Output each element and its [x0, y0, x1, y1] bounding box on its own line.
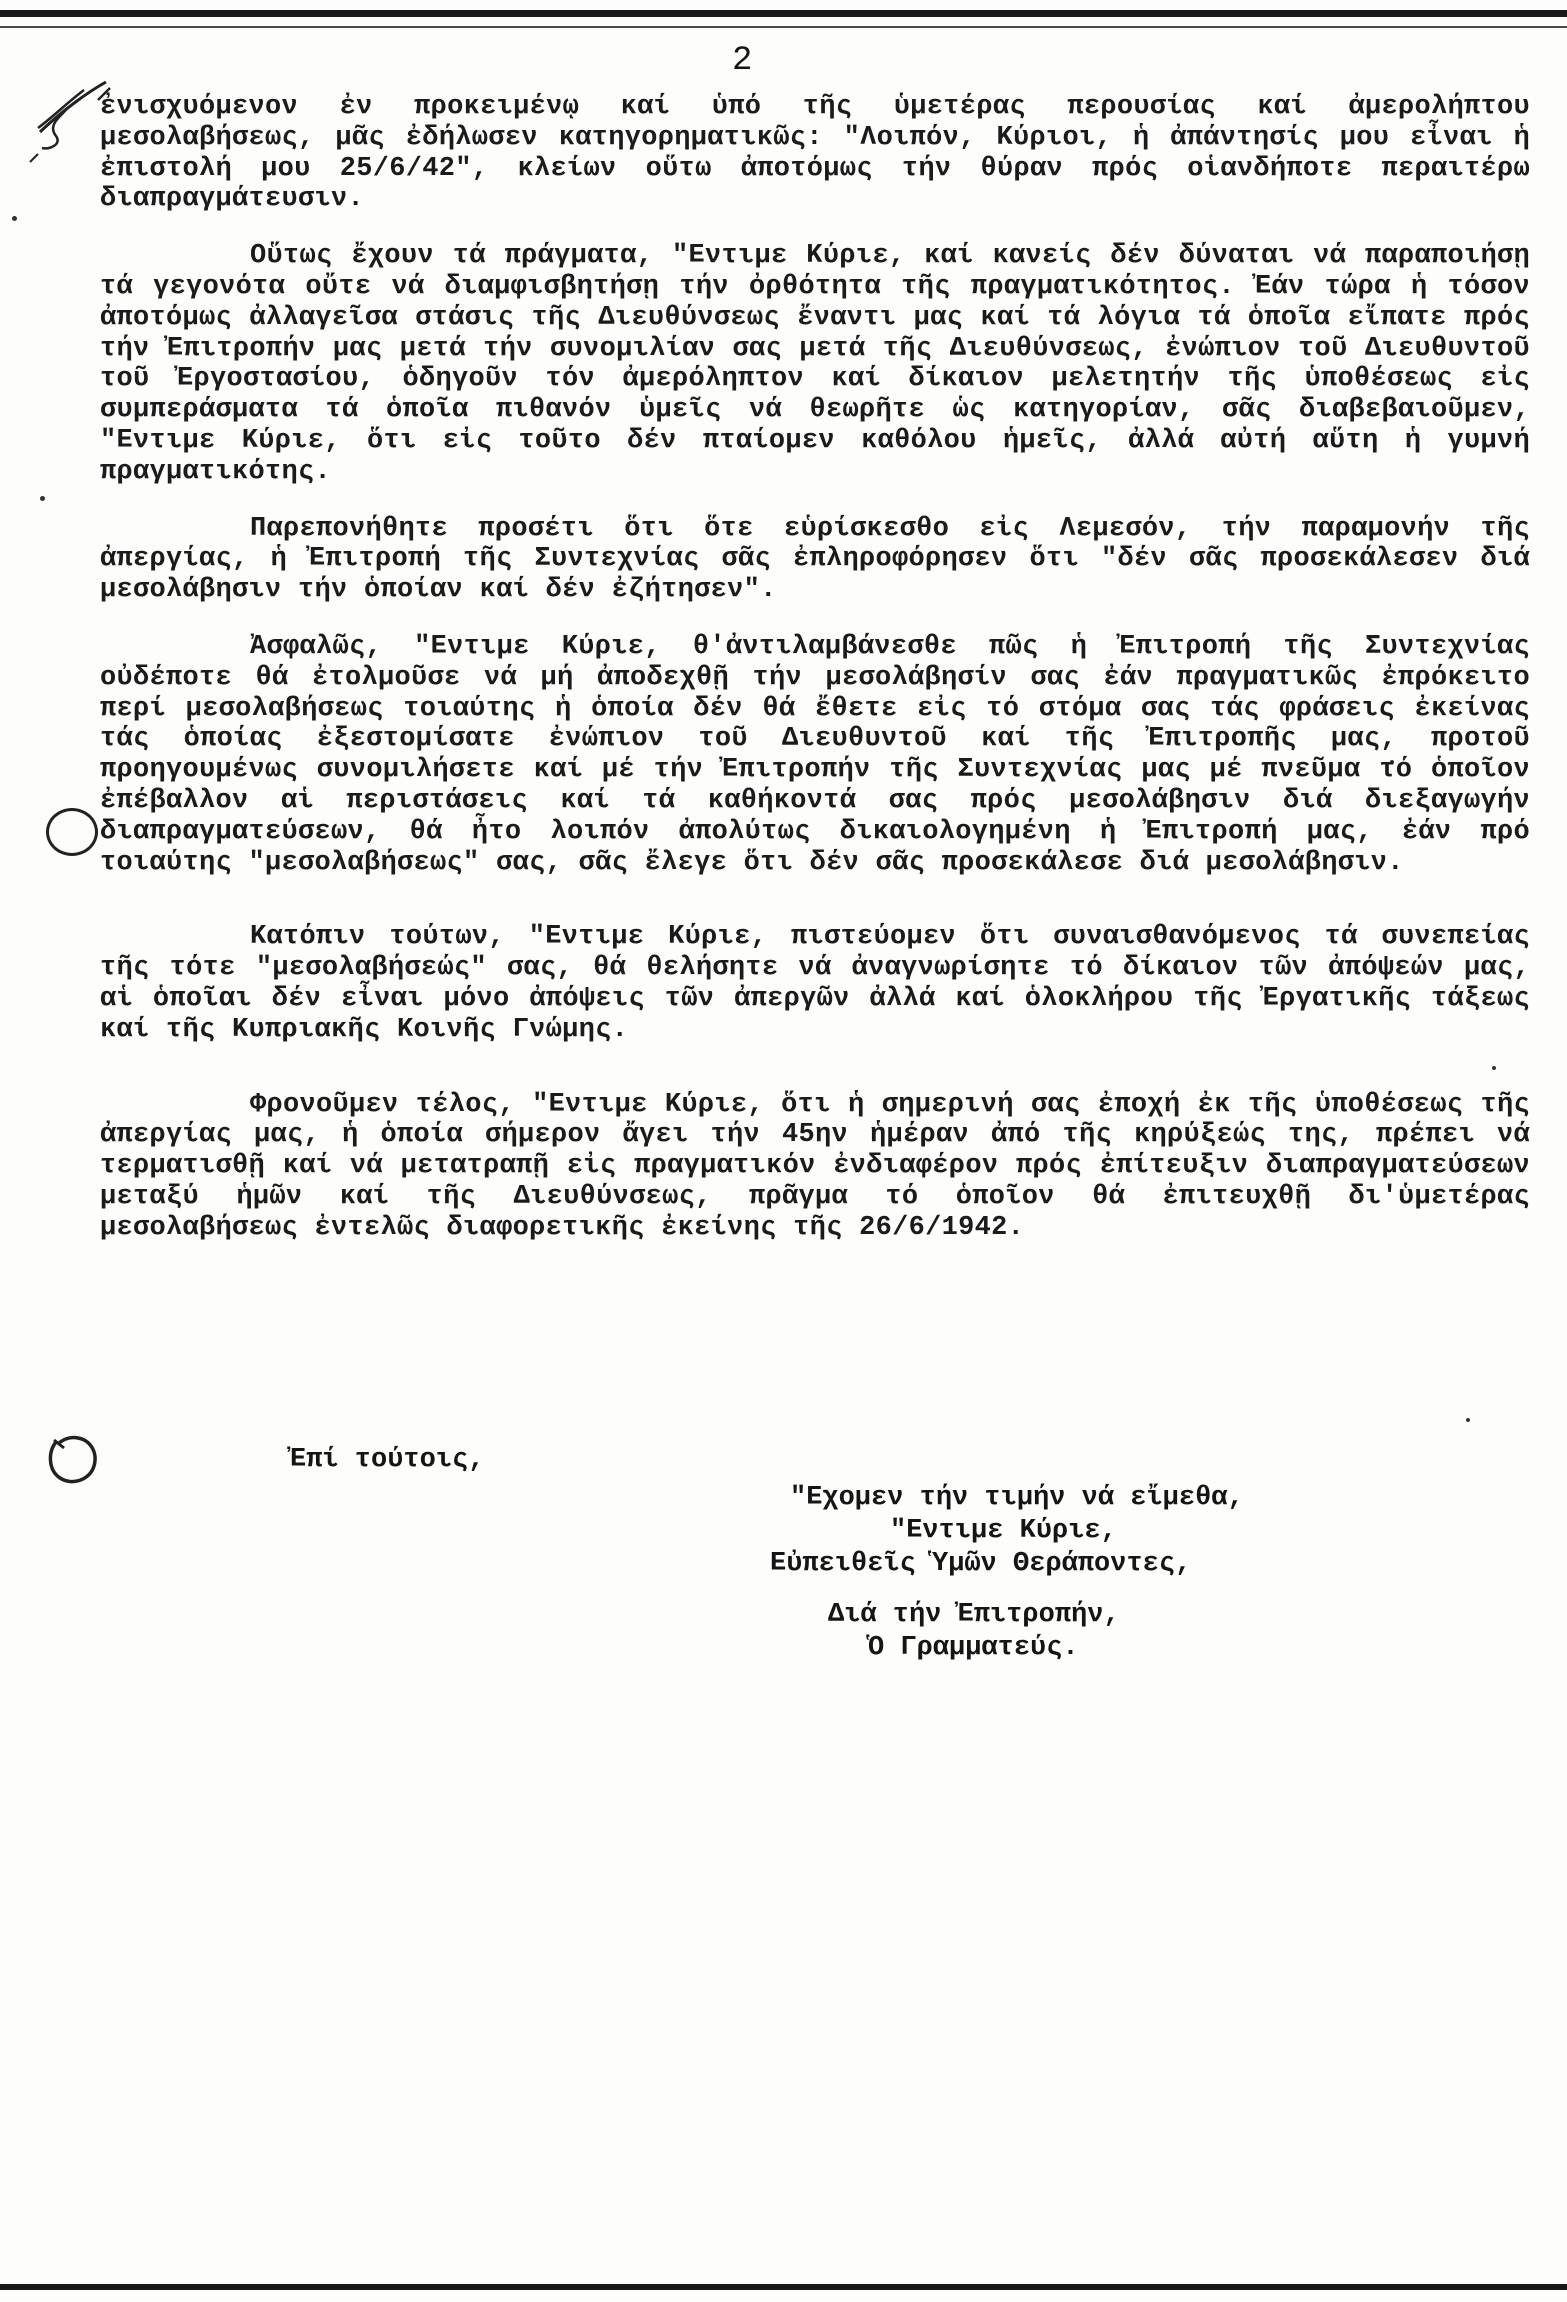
paragraph-mediation: Ἀσφαλῶς, "Εντιμε Κύριε, θ'ἀντιλαμβάνεσθε πῶς ἡ Ἐπιτροπή τῆς Συντεχνίας οὐδέποτε θά ἐτολμοῦσε νά μή ἀποδεχθῇ τήν μεσολάβησίν σας ἐάν πραγματικῶς ἐπρόκειτο περί μεσολαβήσεως τοιαύτης ἡ ὁποία δέν θά ἔθετε εἰς τό στόμα σας τάς φράσεις ἐκείνας τάς ὁποίας ἐξεστομίσατε ἐνώπιον τοῦ Διευθυντοῦ καί τῆς Ἐπιτροπῆς μας, προτοῦ προηγουμένως συνομιλήσετε καί μέ τήν Ἐπιτροπήν τῆς Συντεχνίας μας μέ πνεῦμα τό ὁποῖον ἐπέβαλλον αἱ περιστάσεις καί τά καθήκοντά σας πρός μεσολάβησιν διά διεξαγωγήν διαπραγματεύσεων, θά ἦτο λοιπόν ἀπολύτως δικαιολογημένη ἡ Ἐπιτροπή μας, ἐάν πρό τοιαύτης "μεσολαβήσεως" σας, σᾶς ἔλεγε ὅτι δέν σᾶς προσεκάλεσε διά μεσολάβησιν.	[100, 631, 1530, 878]
signature-line-secretary: Ὁ Γραμματεύς.	[868, 1633, 1079, 1663]
paragraph-facts: Οὕτως ἔχουν τά πράγματα, "Εντιμε Κύριε, καί κανείς δέν δύναται νά παραποιήσῃ τά γεγονότα οὔτε νά διαμφισβητήσῃ τήν ὀρθότητα τῆς πραγματικότητος. Ἐάν τώρα ἡ τόσον ἀποτόμως ἀλλαγεῖσα στάσις τῆς Διευθύνσεως ἔναντι μας καί τά λόγια τά ὁποῖα εἴπατε πρός τήν Ἐπιτροπήν μας μετά τήν συνομιλίαν σας μετά τῆς Διευθύνσεως, ἐνώπιον τοῦ Διευθυντοῦ τοῦ Ἐργοστασίου, ὁδηγοῦν τόν ἀμερόληπτον καί δίκαιον μελετητήν τῆς ὑποθέσεως εἰς συμπεράσματα τά ὁποῖα πιθανόν ὑμεῖς νά θεωρῆτε ὡς κατηγορίαν, σᾶς διαβεβαιοῦμεν, "Εντιμε Κύριε, ὅτι εἰς τοῦτο δέν πταίομεν καθόλου ἡμεῖς, ἀλλά αὐτή αὕτη ἡ γυμνή πραγματικότης.	[100, 241, 1530, 487]
letter-body	[100, 92, 1530, 1244]
signature-block	[770, 1482, 1244, 1665]
paragraph-consequences: Κατόπιν τούτων, "Εντιμε Κύριε, πιστεύομεν ὅτι συναισθανόμενος τά συνεπείας τῆς τότε "μεσολαβήσεώς" σας, θά θελήσητε νά ἀναγνωρίσητε τό δίκαιον τῶν ἀπόψεών μας, αἱ ὁποῖαι δέν εἶναι μόνο ἀπόψεις τῶν ἀπεργῶν ἀλλά καί ὁλοκλήρου τῆς Ἐργατικῆς τάξεως καί τῆς Κυπριακῆς Κοινῆς Γνώμης.	[100, 922, 1530, 1045]
closing-opener: Ἐπί τούτοις,	[290, 1445, 485, 1475]
paragraph-continuation: ἐνισχυόμενον ἐν προκειμένῳ καί ὑπό τῆς ὑμετέρας περουσίας καί ἀμερολήπτου μεσολαβήσεως, μᾶς ἐδήλωσεν κατηγορηματικῶς: "Λοιπόν, Κύριοι, ἡ ἀπάντησίς μου εἶναι ἡ ἐπιστολή μου 25/6/42", κλείων οὕτω ἀποτόμως τήν θύραν πρός οἱανδήποτε περαιτέρω διαπραγμάτευσιν.	[100, 92, 1530, 215]
signature-line-committee: Διά τήν Ἐπιτροπήν,	[828, 1600, 1120, 1630]
speck	[40, 496, 45, 501]
speck	[1466, 1418, 1470, 1422]
signature-line-salutation: "Εντιμε Κύριε,	[890, 1516, 1117, 1546]
top-edge-rule	[0, 10, 1567, 17]
paragraph-conclusion: Φρονοῦμεν τέλος, "Εντιμε Κύριε, ὅτι ἡ σημερινή σας ἐποχή ἐκ τῆς ὑποθέσεως τῆς ἀπεργίας μας, ἡ ὁποία σήμερον ἄγει τήν 45ην ἡμέραν ἀπό τῆς κηρύξεώς της, πρέπει νά τερματισθῇ καί νά μετατραπῇ εἰς πραγματικόν ἐνδιαφέρον πρός ἐπίτευξιν διαπραγματεύσεων μεταξύ ἡμῶν καί τῆς Διευθύνσεως, πρᾶγμα τό ὁποῖον θά ἐπιτευχθῇ δι'ὑμετέρας μεσολαβήσεως ἐντελῶς διαφορετικῆς ἐκείνης τῆς 26/6/1942.	[100, 1089, 1530, 1243]
page-number: 2	[732, 42, 753, 80]
top-edge-thin-rule	[0, 26, 1567, 28]
bottom-edge-rule	[0, 2284, 1567, 2290]
punch-hole-upper	[46, 808, 98, 856]
signature-line-honour: "Εχομεν τήν τιμήν νά εἴμεθα,	[790, 1483, 1244, 1513]
speck	[12, 216, 17, 221]
paragraph-complaint: Παρεπονήθητε προσέτι ὅτι ὅτε εὑρίσκεσθο εἰς Λεμεσόν, τήν παραμονήν τῆς ἀπεργίας, ἡ Ἐπιτροπή τῆς Συντεχνίας σᾶς ἐπληροφόρησεν ὅτι "δέν σᾶς προσεκάλεσεν διά μεσολάβησιν τήν ὁποίαν καί δέν ἐζήτησεν".	[100, 513, 1530, 606]
signature-line-servants: Εὐπειθεῖς Ὑμῶν Θεράποντες,	[770, 1549, 1192, 1579]
punch-hole-lower-icon	[44, 1432, 102, 1488]
